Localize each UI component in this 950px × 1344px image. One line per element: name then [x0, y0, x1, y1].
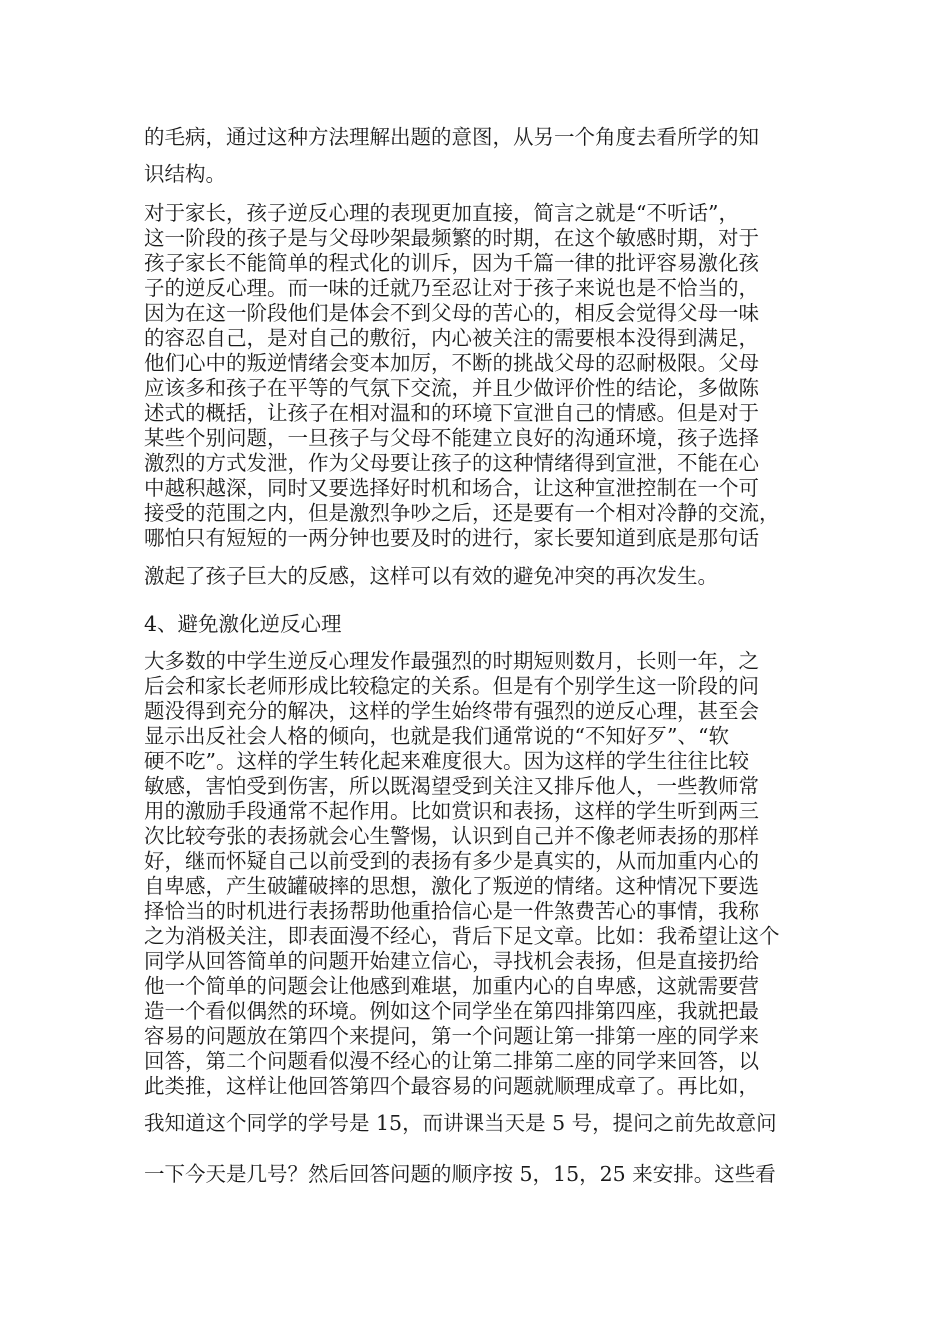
paragraph-2-line-5: 因为在这一阶段他们是体会不到父母的苦心的，相反会觉得父母一味: [144, 301, 759, 325]
paragraph-3-line-7: 用的激励手段通常不起作用。比如赏识和表扬，这样的学生听到两三: [144, 799, 759, 823]
paragraph-3-line-16: 容易的问题放在第四个来提问，第一个问题让第一排第一座的同学来: [144, 1024, 759, 1048]
paragraph-3-line-20: 一下今天是几号？然后回答问题的顺序按 5，15，25 来安排。这些看: [144, 1162, 776, 1186]
paragraph-3-line-8: 次比较夸张的表扬就会心生警惕，认识到自己并不像老师表扬的那样: [144, 824, 759, 848]
paragraph-3-line-5: 硬不吃”。这样的学生转化起来难度很大。因为这样的学生往往比较: [144, 749, 749, 773]
paragraph-2-line-9: 述式的概括，让孩子在相对温和的环境下宣泄自己的情感。但是对于: [144, 401, 759, 425]
paragraph-3-line-12: 之为消极关注，即表面漫不经心，背后下足文章。比如：我希望让这个: [144, 924, 780, 948]
paragraph-1-line-1: 的毛病，通过这种方法理解出题的意图，从另一个角度去看所学的知: [144, 125, 759, 149]
paragraph-2-line-6: 的容忍自己，是对自己的敷衍，内心被关注的需要根本没得到满足，: [144, 326, 759, 350]
paragraph-3-line-10: 自卑感，产生破罐破摔的思想，激化了叛逆的情绪。这种情况下要选: [144, 874, 759, 898]
paragraph-2-line-14: 哪怕只有短短的一两分钟也要及时的进行，家长要知道到底是那句话: [144, 526, 759, 550]
paragraph-3-line-3: 题没得到充分的解决，这样的学生始终带有强烈的逆反心理，甚至会: [144, 699, 759, 723]
paragraph-2-line-8: 应该多和孩子在平等的气氛下交流，并且少做评价性的结论，多做陈: [144, 376, 759, 400]
paragraph-2-line-4: 子的逆反心理。而一味的迁就乃至忍让对于孩子来说也是不恰当的，: [144, 276, 759, 300]
paragraph-3-line-1: 大多数的中学生逆反心理发作最强烈的时期短则数月，长则一年，之: [144, 649, 759, 673]
paragraph-1-line-2: 识结构。: [144, 162, 226, 186]
paragraph-2-line-2: 这一阶段的孩子是与父母吵架最频繁的时期，在这个敏感时期，对于: [144, 226, 759, 250]
paragraph-2-line-10: 某些个别问题，一旦孩子与父母不能建立良好的沟通环境，孩子选择: [144, 426, 759, 450]
paragraph-3-line-19: 我知道这个同学的学号是 15，而讲课当天是 5 号，提问之前先故意问: [144, 1111, 777, 1135]
paragraph-3-line-6: 敏感，害怕受到伤害，所以既渴望受到关注又排斥他人，一些教师常: [144, 774, 759, 798]
paragraph-3-line-18: 此类推，这样让他回答第四个最容易的问题就顺理成章了。再比如，: [144, 1074, 759, 1098]
paragraph-3-line-14: 他一个简单的问题会让他感到难堪，加重内心的自卑感，这就需要营: [144, 974, 759, 998]
paragraph-3-line-4: 显示出反社会人格的倾向，也就是我们通常说的“不知好歹”、“软: [144, 724, 729, 748]
paragraph-3-line-15: 造一个看似偶然的环境。例如这个同学坐在第四排第四座，我就把最: [144, 999, 759, 1023]
paragraph-2-line-13: 接受的范围之内，但是激烈争吵之后，还是要有一个相对冷静的交流，: [144, 501, 780, 525]
paragraph-3-line-17: 回答，第二个问题看似漫不经心的让第二排第二座的同学来回答，以: [144, 1049, 759, 1073]
paragraph-3-line-9: 好，继而怀疑自己以前受到的表扬有多少是真实的，从而加重内心的: [144, 849, 759, 873]
paragraph-2-line-7: 他们心中的叛逆情绪会变本加厉，不断的挑战父母的忍耐极限。父母: [144, 351, 759, 375]
paragraph-2-line-11: 激烈的方式发泄，作为父母要让孩子的这种情绪得到宣泄，不能在心: [144, 451, 759, 475]
section-heading: 4、避免激化逆反心理: [144, 612, 342, 636]
paragraph-2-line-1: 对于家长，孩子逆反心理的表现更加直接，简言之就是“不听话”，: [144, 201, 739, 225]
paragraph-3-line-2: 后会和家长老师形成比较稳定的关系。但是有个别学生这一阶段的问: [144, 674, 759, 698]
paragraph-3-line-13: 同学从回答简单的问题开始建立信心，寻找机会表扬，但是直接扔给: [144, 949, 759, 973]
paragraph-2-line-15: 激起了孩子巨大的反感，这样可以有效的避免冲突的再次发生。: [144, 564, 718, 588]
paragraph-3-line-11: 择恰当的时机进行表扬帮助他重拾信心是一件煞费苦心的事情，我称: [144, 899, 759, 923]
paragraph-2-line-12: 中越积越深，同时又要选择好时机和场合，让这种宣泄控制在一个可: [144, 476, 759, 500]
paragraph-2-line-3: 孩子家长不能简单的程式化的训斥，因为千篇一律的批评容易激化孩: [144, 251, 759, 275]
